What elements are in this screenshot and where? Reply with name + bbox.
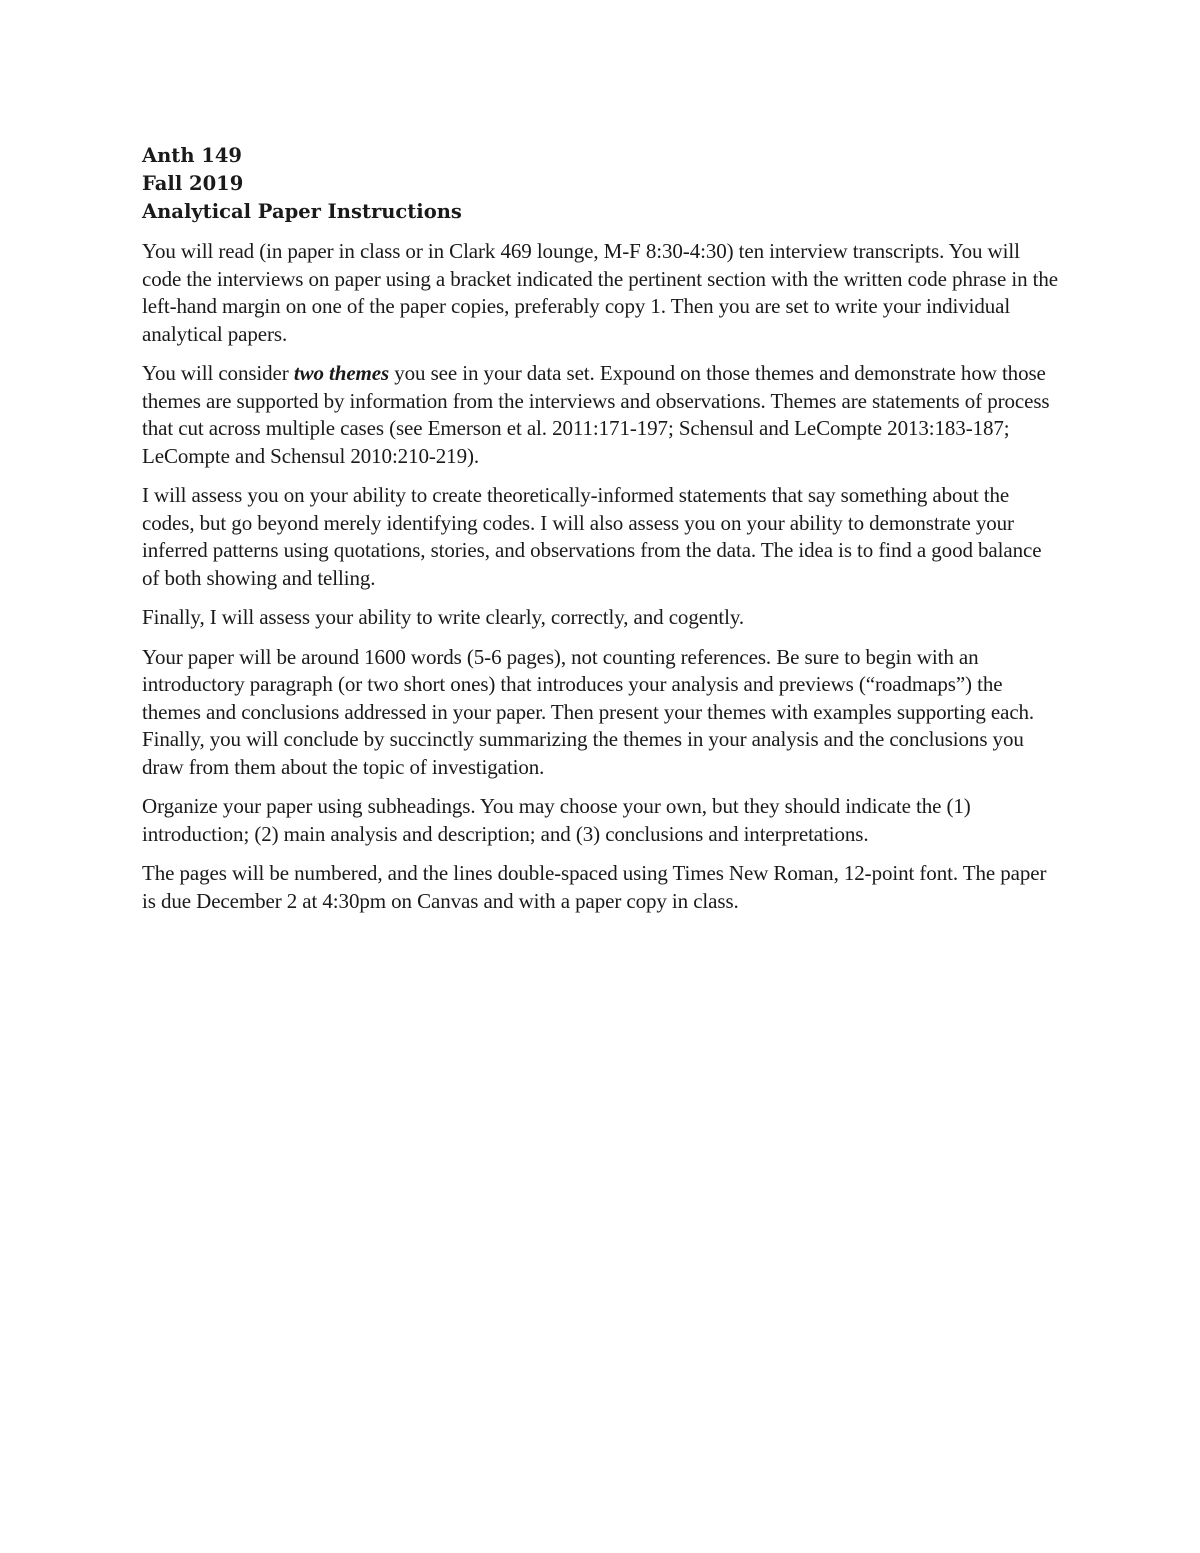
paragraph-length-structure: Your paper will be around 1600 words (5-6 pages), not counting references. Be sure to begin with an introductory paragraph (or two short ones) that introduces your analysis and previews (“roadmaps”) the themes and conclusions addressed in your paper. Then present your themes with examples supporting each. Finally, you will conclude by succinctly summarizing the themes in your analysis and the conclusions you draw from them about the topic of investigation. bbox=[142, 644, 1035, 779]
document-title: Analytical Paper Instructions bbox=[142, 200, 462, 223]
document-header bbox=[142, 142, 1062, 226]
paragraph-subheadings: Organize your paper using subheadings. You may choose your own, but they should indicate the (1) introduction; (2) main analysis and description; and (3) conclusions and interpretations. bbox=[142, 794, 971, 846]
paragraph-themes-rest: you see in your data set. Expound on those themes and demonstrate how those themes are supported by information from the interviews and observations. Themes are statements of process that cut across multiple cases (see Emerson et al. 2011:171-197; Schensul and LeCompte 2013:183-187; LeCompte and Schensul 2010:210-219). bbox=[142, 361, 1050, 468]
emphasis-two-themes: two themes bbox=[293, 361, 390, 385]
paragraph-writing-assessment: Finally, I will assess your ability to write clearly, correctly, and cogently. bbox=[142, 605, 745, 629]
paragraph-reading-and-coding: You will read (in paper in class or in Clark 469 lounge, M-F 8:30-4:30) ten interview transcripts. You will code the interviews on paper using a bracket indicated the pertinent section with the written code phrase in the left-hand margin on one of the paper copies, preferably copy 1. Then you are set to write your individual analytical papers. bbox=[142, 239, 1058, 346]
paragraph-themes-lead: You will consider bbox=[142, 361, 294, 385]
paragraph-formatting-due-date: The pages will be numbered, and the lines double-spaced using Times New Roman, 12-point font. The paper is due December 2 at 4:30pm on Canvas and with a paper copy in class. bbox=[142, 861, 1047, 913]
document-content bbox=[142, 142, 1062, 927]
course-code: Anth 149 bbox=[142, 144, 242, 167]
term: Fall 2019 bbox=[142, 172, 244, 195]
paragraph-assessment: I will assess you on your ability to create theoretically-informed statements that say something about the codes, but go beyond merely identifying codes. I will also assess you on your ability to demonstrate your inferred patterns using quotations, stories, and observations from the data. The idea is to find a good balance of both showing and telling. bbox=[142, 483, 1042, 590]
paragraph-themes bbox=[142, 360, 1062, 470]
